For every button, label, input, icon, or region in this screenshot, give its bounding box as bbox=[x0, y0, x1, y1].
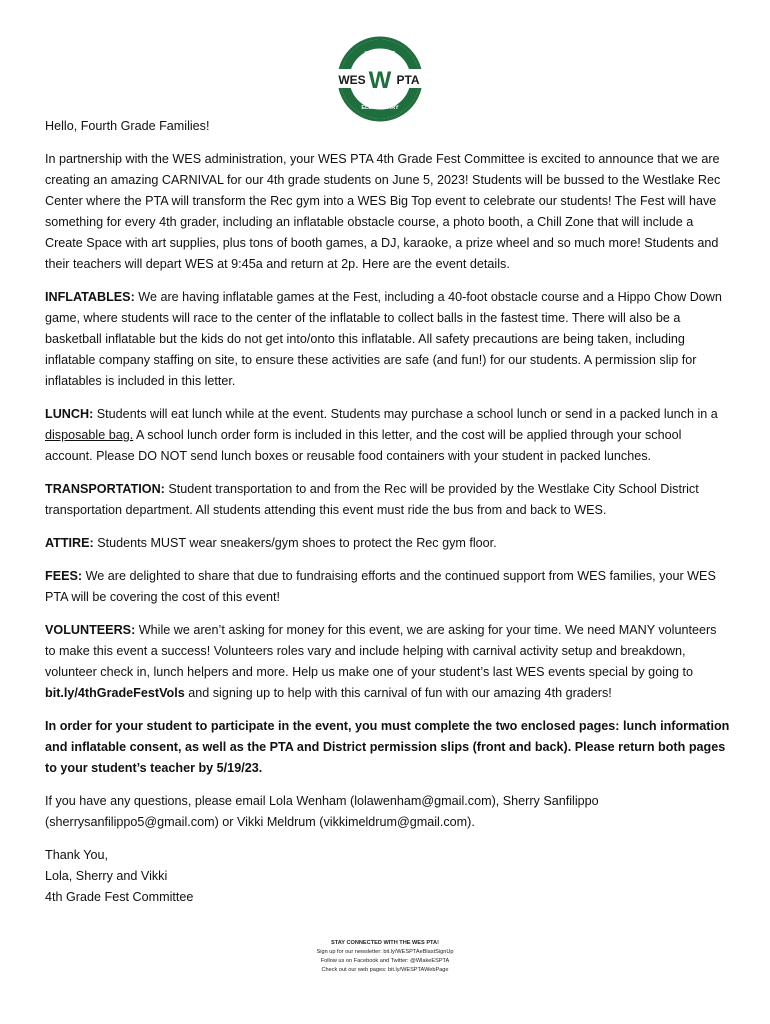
volunteers-text-b: and signing up to help with this carnival of fun with our amazing 4th graders! bbox=[184, 686, 612, 700]
footer-title: STAY CONNECTED WITH THE WES PTA! bbox=[331, 940, 439, 946]
transportation-paragraph bbox=[45, 479, 730, 521]
footer bbox=[0, 939, 770, 975]
volunteers-label: VOLUNTEERS: bbox=[45, 623, 136, 637]
fees-text: We are delighted to share that due to fundraising efforts and the continued support from WES families, your WES PTA will be covering the cost of this event! bbox=[45, 569, 716, 604]
intro-paragraph: In partnership with the WES administration, your WES PTA 4th Grade Fest Committee is excited to announce that we are creating an amazing CARNIVAL for our 4th grade students on June 5, 2023! Students will be bussed to the Westlake Rec Center where the PTA will transform the Rec gym into a WES Big Top event to celebrate our students! The Fest will have something for every 4th grader, including an inflatable obstacle course, a photo booth, a Chill Zone that will include a Create Space with art supplies, plus tons of booth games, a DJ, karaoke, a prize wheel and so much more! Students and their teachers will depart WES at 9:45a and return at 2p. Here are the event details. bbox=[45, 152, 721, 271]
inflatables-label: INFLATABLES: bbox=[45, 290, 135, 304]
transportation-text: Student transportation to and from the Rec will be provided by the Westlake City School District transportation department. All students attending this event must ride the bus from and back to WES. bbox=[45, 482, 699, 517]
lunch-text-a: Students will eat lunch while at the event. Students may purchase a school lunch or send in a packed lunch in a bbox=[93, 407, 718, 421]
attire-paragraph bbox=[45, 533, 730, 554]
letter-body bbox=[45, 116, 730, 920]
fees-paragraph bbox=[45, 566, 730, 608]
logo-pta-text: PTA bbox=[396, 73, 420, 87]
footer-social-line: Follow us on Facebook and Twitter: @WlakeESPTA bbox=[320, 958, 450, 964]
attire-text: Students MUST wear sneakers/gym shoes to protect the Rec gym floor. bbox=[93, 536, 497, 550]
inflatables-text: We are having inflatable games at the Fest, including a 40-foot obstacle course and a Hippo Chow Down game, where students will race to the center of the inflatable to collect balls in the fastest time. There will also be a basketball inflatable but the kids do not get into/onto this inflatable. All safety precautions are being taken, including inflatable company staffing on site, to ensure these activities are safe (and fun!) for our students. A permission slip for inflatables is included in this letter. bbox=[45, 290, 722, 388]
signoff bbox=[45, 845, 730, 908]
footer-web-line: Check out our web pages: bit.ly/WESPTAWebPage bbox=[321, 967, 449, 973]
volunteer-signup-link[interactable]: bit.ly/4thGradeFestVols bbox=[45, 686, 185, 700]
fees-label: FEES: bbox=[45, 569, 83, 583]
logo-w-letter: W bbox=[368, 67, 392, 94]
signoff-thanks: Thank You, bbox=[45, 848, 109, 862]
inflatables-paragraph bbox=[45, 287, 730, 392]
attire-label: ATTIRE: bbox=[45, 536, 94, 550]
volunteers-paragraph bbox=[45, 620, 730, 704]
signoff-names: Lola, Sherry and Vikki bbox=[45, 869, 168, 883]
footer-newsletter-line: Sign up for our newsletter: bit.ly/WESPTAeBlastSignUp bbox=[316, 949, 454, 955]
lunch-text-b: A school lunch order form is included in this letter, and the cost will be applied through your school account. Please DO NOT send lunch boxes or reusable food containers with your student in packed lunches. bbox=[45, 428, 682, 463]
lunch-paragraph bbox=[45, 404, 730, 467]
volunteers-text-a: While we aren’t asking for money for this event, we are asking for your time. We need MANY volunteers to make this event a success! Volunteers roles vary and include helping with carnival activity setup and breakdown, volunteer check in, lunch helpers and more. Help us make one of your student’s last WES events special by going to bbox=[45, 623, 717, 679]
logo-ring-bottom-text: ELEMENTARY bbox=[361, 105, 399, 111]
requirement-paragraph: In order for your student to participate in the event, you must complete the two enclosed pages: lunch information and inflatable consent, as well as the PTA and District permission slips (front and back). Please return both pages to your student’s teacher by 5/19/23. bbox=[45, 719, 730, 775]
greeting: Hello, Fourth Grade Families! bbox=[45, 119, 210, 133]
questions-paragraph: If you have any questions, please email Lola Wenham (lolawenham@gmail.com), Sherry Sanfilippo (sherrysanfilippo5@gmail.com) or Vikki Meldrum (vikkimeldrum@gmail.com). bbox=[45, 794, 599, 829]
lunch-underlined-text: disposable bag. bbox=[45, 428, 134, 442]
transportation-label: TRANSPORTATION: bbox=[45, 482, 165, 496]
logo-ring-top-text: WESTLAKE bbox=[364, 51, 396, 57]
wes-pta-logo bbox=[337, 36, 423, 122]
lunch-label: LUNCH: bbox=[45, 407, 94, 421]
logo-wes-text: WES bbox=[338, 73, 366, 87]
signoff-committee: 4th Grade Fest Committee bbox=[45, 890, 194, 904]
